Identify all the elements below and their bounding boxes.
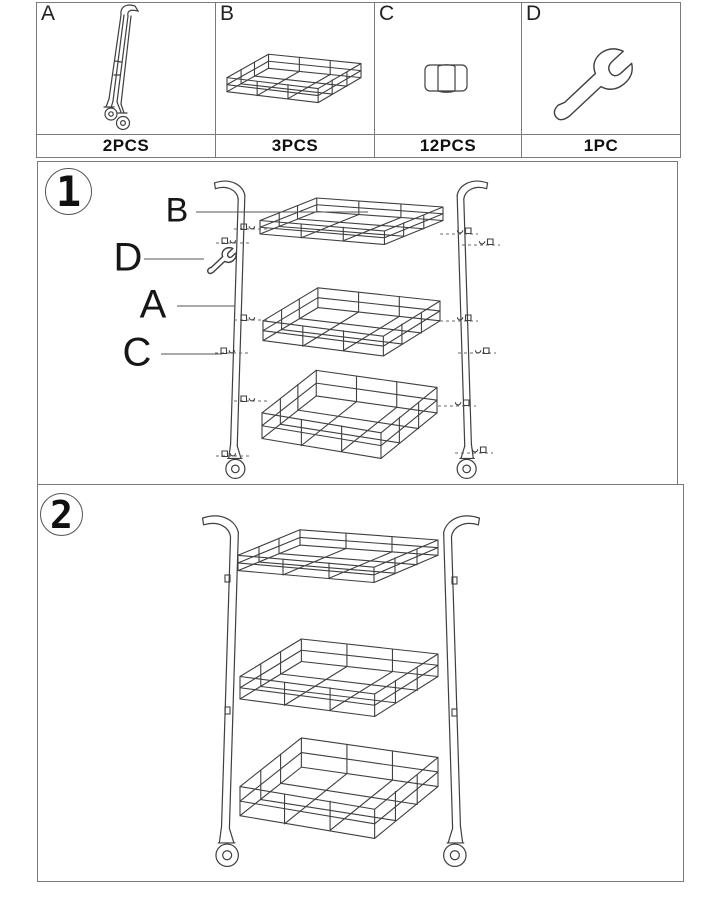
part-a-drawing-area xyxy=(37,3,215,134)
assembled-cart-illustration xyxy=(38,485,683,881)
part-d-quantity: 1PC xyxy=(522,134,680,157)
callout-label-a: A xyxy=(139,282,167,327)
part-cell-b xyxy=(216,3,375,157)
step-1-number: 1 xyxy=(55,167,82,216)
step-2-number: 2 xyxy=(50,492,73,537)
parts-table xyxy=(36,2,681,158)
part-cell-c xyxy=(375,3,522,157)
part-c-drawing-area xyxy=(375,3,521,134)
part-c-quantity: 12PCS xyxy=(375,134,521,157)
step-1-badge xyxy=(45,168,92,215)
part-c-label: C xyxy=(379,3,395,25)
part-d-label: D xyxy=(526,3,542,25)
part-a-quantity: 2PCS xyxy=(37,134,215,157)
wrench-icon xyxy=(522,3,680,134)
callout-label-d: D xyxy=(113,235,143,280)
callout-label-c: C xyxy=(122,330,152,375)
callout-label-b: B xyxy=(165,191,189,230)
wire-basket-shelf-icon xyxy=(216,3,373,134)
step-2-badge xyxy=(40,493,83,536)
part-cell-d xyxy=(522,3,680,157)
part-b-label: B xyxy=(220,3,235,25)
part-d-drawing-area xyxy=(522,3,680,134)
exploded-cart-illustration xyxy=(38,162,677,484)
part-b-quantity: 3PCS xyxy=(216,134,374,157)
part-cell-a xyxy=(37,3,216,157)
part-a-label: A xyxy=(41,3,56,25)
part-b-drawing-area xyxy=(216,3,374,134)
step-2-panel xyxy=(37,484,684,882)
frame-mounting-tabs xyxy=(225,575,457,716)
hex-nut-icon xyxy=(375,3,520,134)
side-frame-with-casters-icon xyxy=(37,3,214,134)
step-1-panel xyxy=(37,161,678,485)
